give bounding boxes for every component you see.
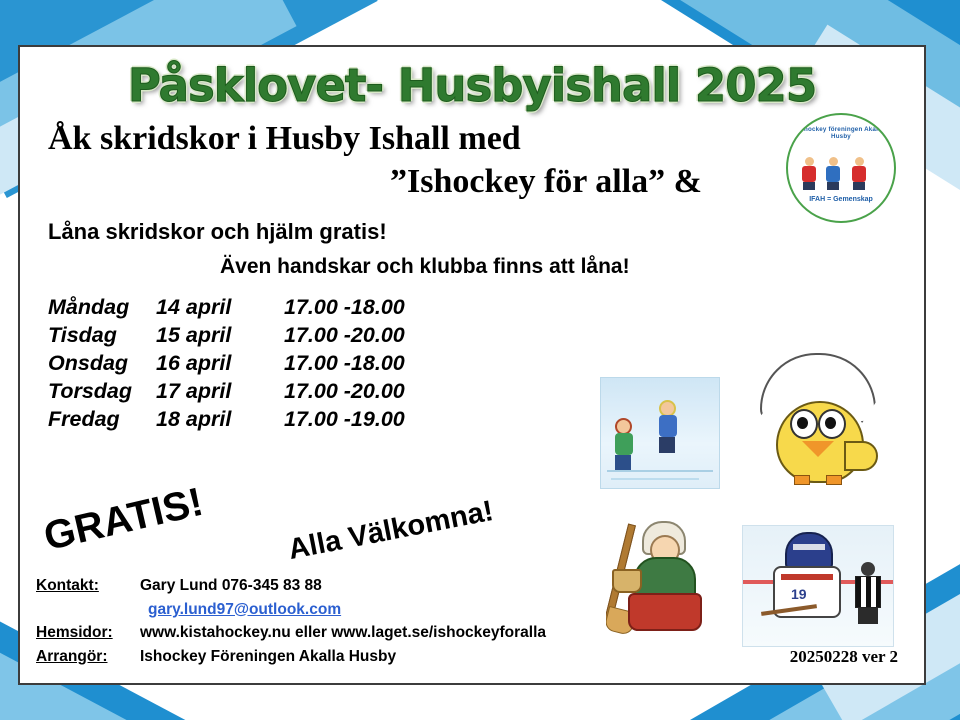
schedule-time: 17.00 -20.00 (284, 322, 405, 347)
schedule-time: 17.00 -18.00 (284, 294, 405, 319)
club-logo (786, 113, 896, 223)
club-logo-top-text: Ishockey föreningen Akalla Husby (798, 126, 884, 140)
chick-wing-icon (844, 441, 878, 471)
contact-label-hemsidor: Hemsidor: (36, 624, 113, 642)
easter-chick-clipart (746, 349, 892, 497)
contact-value-kontakt: Gary Lund 076-345 83 88 (140, 577, 322, 595)
chick-pupil-icon (825, 417, 836, 429)
schedule-time: 17.00 -19.00 (284, 406, 405, 431)
gratis-callout: GRATIS! (39, 479, 208, 560)
table-row (48, 321, 484, 349)
chick-beak-icon (802, 441, 834, 457)
chick-pupil-icon (797, 417, 808, 429)
table-row (48, 377, 484, 405)
contact-block (36, 575, 546, 669)
club-logo-players-icon (788, 145, 894, 193)
contact-value-arrangor: Ishockey Föreningen Akalla Husby (140, 647, 397, 665)
player-figure-icon (800, 157, 818, 191)
schedule-date: 18 april (156, 406, 232, 431)
schedule-day: Torsdag (48, 378, 133, 403)
schedule-table (48, 293, 484, 433)
welcome-callout: Alla Välkomna! (285, 494, 496, 567)
schedule-date: 17 april (156, 378, 232, 403)
schedule-date: 14 april (156, 294, 232, 319)
contact-value-hemsidor: www.kistahockey.nu eller www.laget.se/ishockeyforalla (140, 624, 547, 642)
page-title: Påsklovet- Husbyishall 2025 (127, 59, 817, 112)
schedule-date: 16 april (156, 350, 232, 375)
chick-foot-icon (794, 475, 810, 485)
table-row (48, 293, 484, 321)
email-link[interactable]: gary.lund97@outlook.com (148, 600, 342, 618)
version-stamp: 20250228 ver 2 (789, 647, 898, 666)
hockey-helmet-icon (785, 532, 833, 570)
contact-label-arrangor: Arrangör: (36, 647, 108, 665)
referee-figure-icon (853, 562, 883, 624)
poster-card (18, 45, 926, 685)
ice-line (611, 478, 699, 480)
table-row (48, 405, 484, 433)
schedule-time: 17.00 -20.00 (284, 378, 405, 403)
easter-witch-clipart (606, 517, 728, 635)
schedule-time: 17.00 -18.00 (284, 350, 405, 375)
schedule-day: Onsdag (48, 350, 129, 375)
skaters-clipart (600, 377, 720, 489)
contact-label-kontakt: Kontakt: (36, 577, 99, 595)
ice-line (607, 470, 713, 472)
headline-line-1: Åk skridskor i Husby Ishall med (48, 120, 521, 157)
contact-row-email (36, 599, 546, 622)
witch-skirt-icon (628, 593, 702, 631)
schedule-date: 15 april (156, 322, 232, 347)
contact-row-hemsidor (36, 622, 546, 645)
player-figure-icon (850, 157, 868, 191)
contact-row-kontakt (36, 575, 546, 598)
subtitle-gloves-sticks: Även handskar och klubba finns att låna! (220, 255, 630, 278)
headline-line-2: ”Ishockey för alla” & (390, 162, 702, 200)
club-logo-bottom-text: IFAH = Gemenskap (809, 195, 873, 203)
hockey-clipart (742, 525, 894, 647)
schedule-day: Tisdag (48, 322, 117, 347)
contact-label-empty (36, 599, 140, 622)
schedule-day: Måndag (48, 294, 130, 319)
subtitle-equipment-free: Låna skridskor och hjälm gratis! (48, 219, 387, 244)
contact-row-arrangor (36, 646, 546, 669)
headline (48, 118, 708, 203)
player-figure-icon (824, 157, 842, 191)
skater-figure-icon (659, 400, 677, 453)
witch-basket-icon (612, 569, 642, 593)
schedule-day: Fredag (48, 406, 120, 431)
skater-figure-icon (615, 418, 633, 471)
table-row (48, 349, 484, 377)
chick-foot-icon (826, 475, 842, 485)
